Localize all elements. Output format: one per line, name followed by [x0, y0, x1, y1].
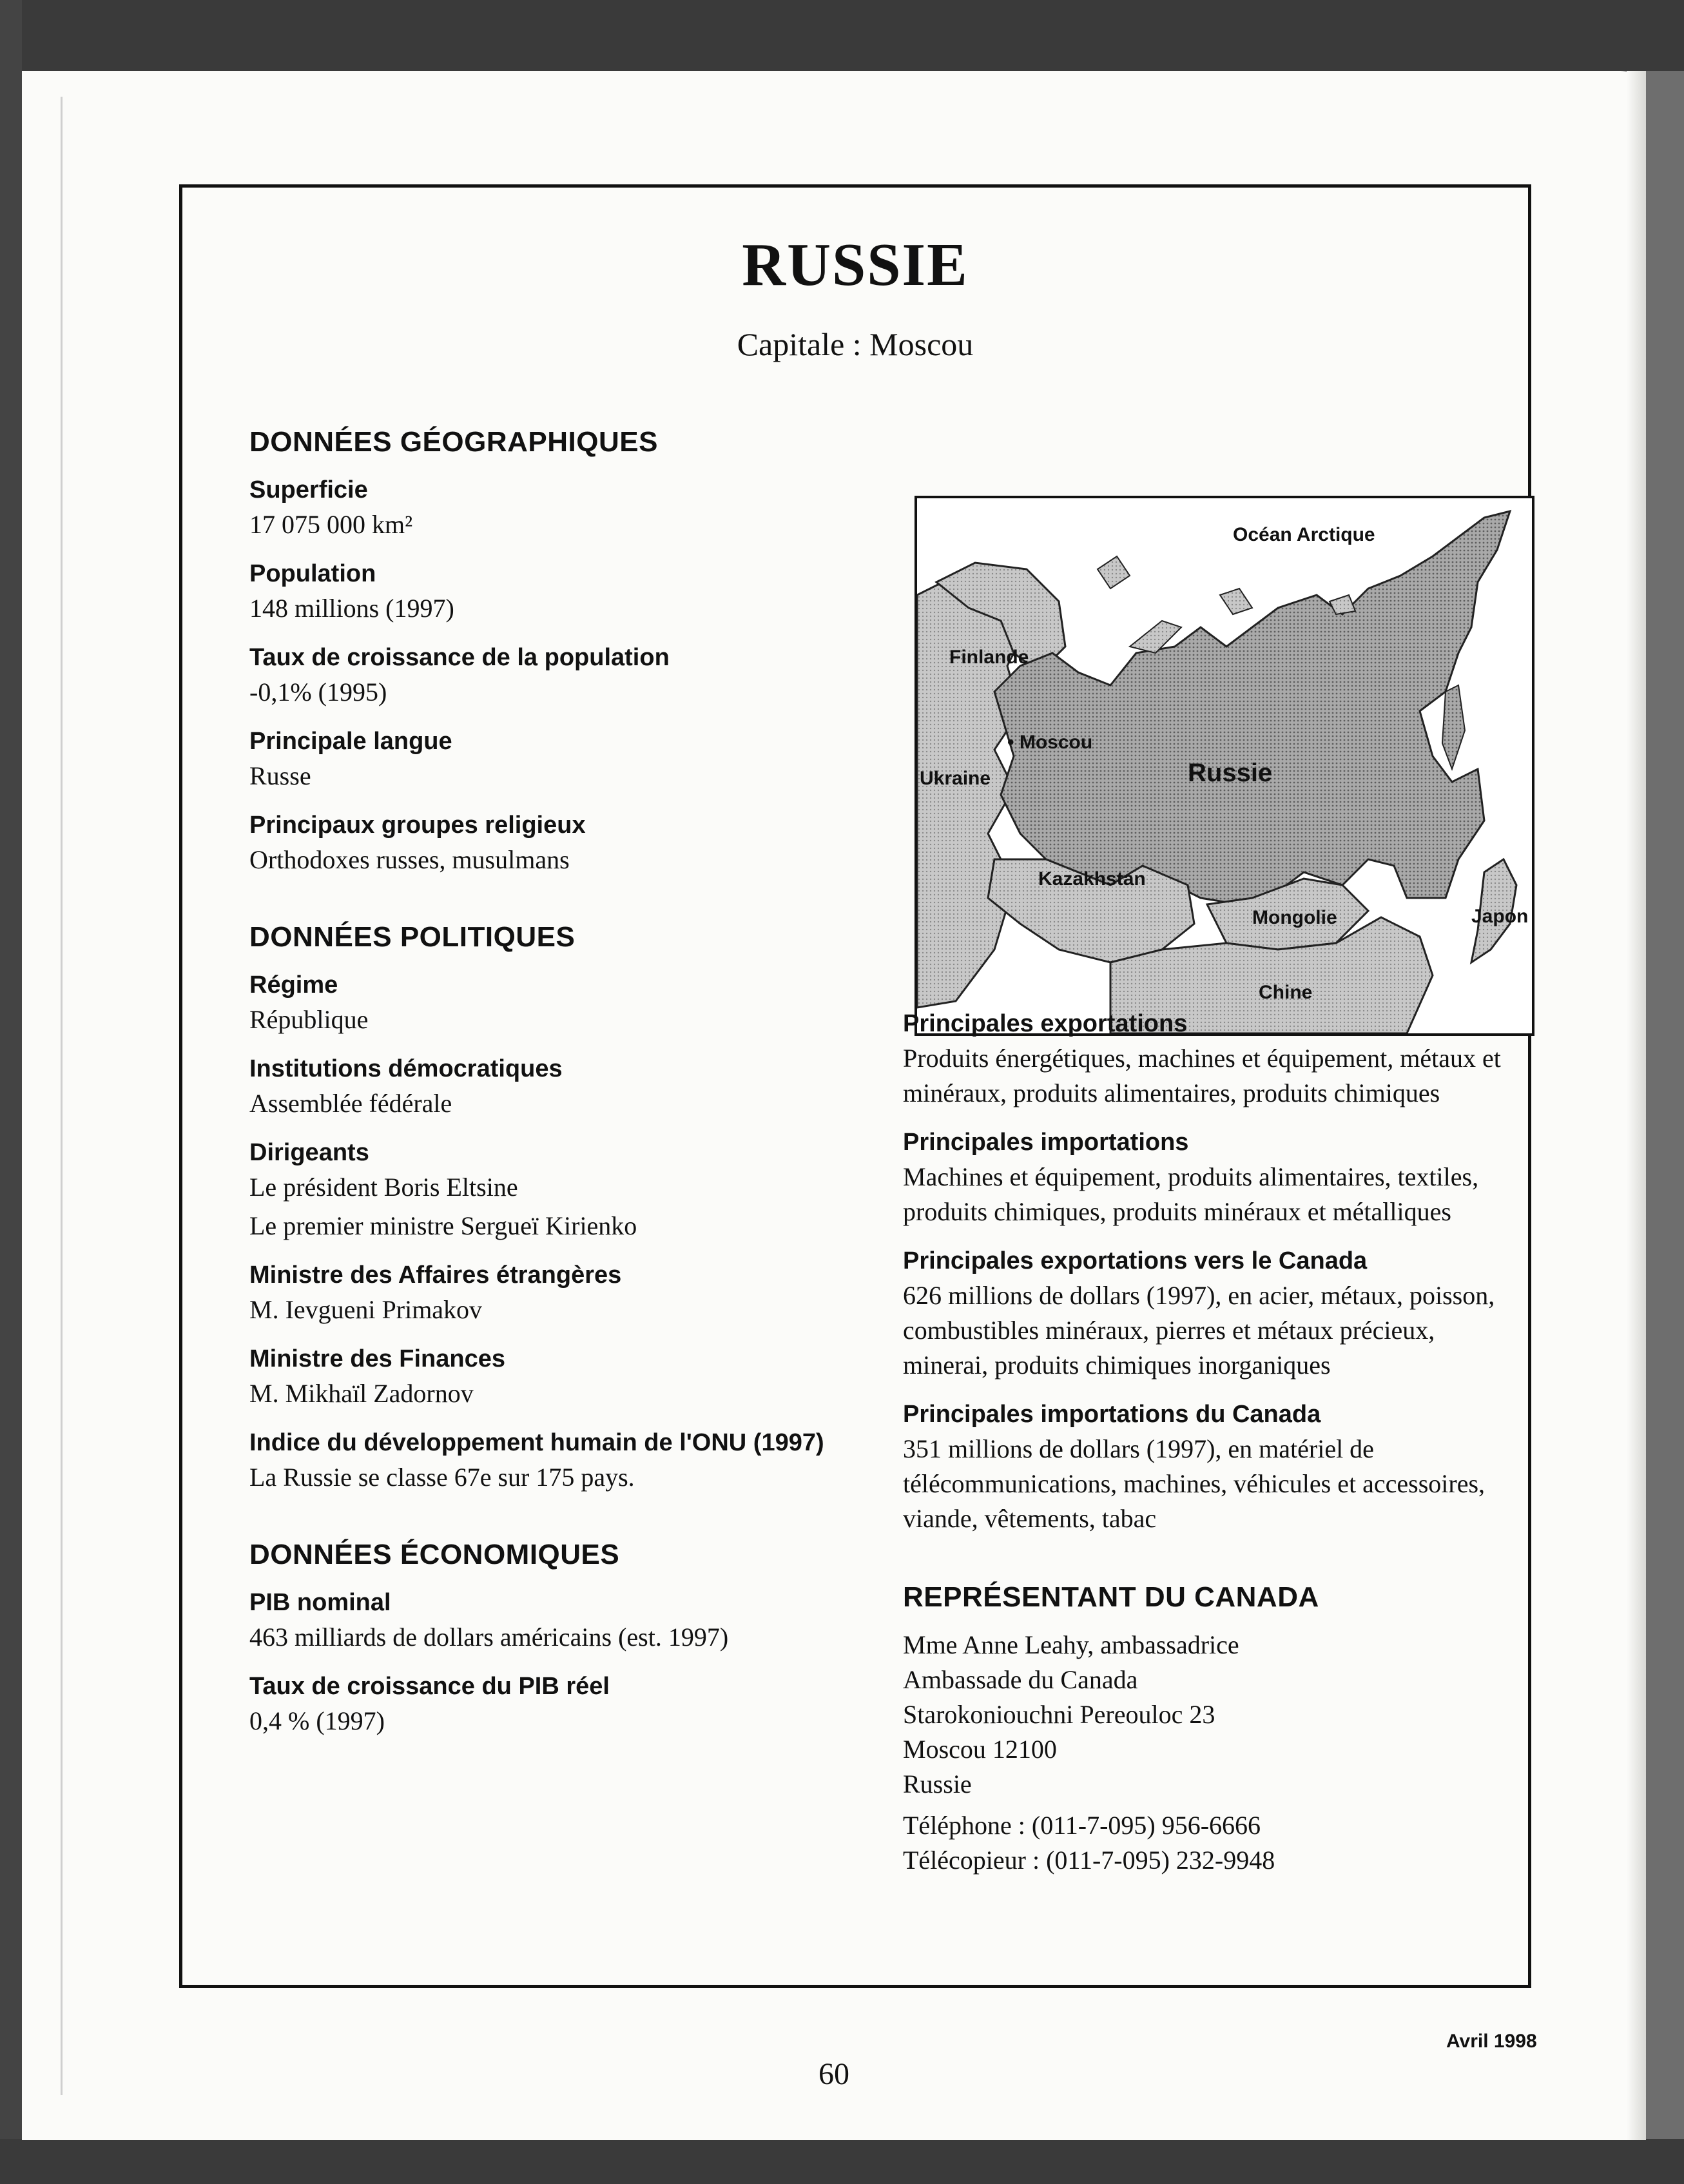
map-label-kazakhstan: Kazakhstan [1038, 868, 1146, 890]
map-island-1 [1098, 556, 1130, 589]
russia-map [915, 496, 1534, 1036]
map-russia [994, 511, 1510, 904]
item-value: 17 075 000 km² [249, 510, 413, 539]
item-label: Population [249, 560, 376, 587]
item-label: Principales exportations vers le Canada [903, 1247, 1368, 1274]
map-label-ukraine: Ukraine [920, 768, 991, 789]
item-label: Ministre des Affaires étrangères [249, 1262, 622, 1289]
map-label-china: Chine [1259, 982, 1313, 1003]
footer-date: Avril 1998 [1446, 2031, 1537, 2052]
scan-edge-top [0, 0, 1684, 71]
map-sakhalin [1442, 685, 1465, 769]
address-line: Russie [903, 1770, 972, 1799]
page-title: RUSSIE [742, 231, 969, 298]
item-label: Institutions démocratiques [249, 1055, 563, 1082]
address-line: Ambassade du Canada [903, 1665, 1138, 1694]
map-label-russia: Russie [1188, 759, 1273, 787]
item-label: Dirigeants [249, 1139, 369, 1166]
item-label: PIB nominal [249, 1589, 391, 1616]
item-label: Principales exportations [903, 1010, 1188, 1037]
item-value: 626 millions de dollars (1997), en acier, métaux, poisson, combustibles minéraux, pierres et métaux précieux, minerai, produits chimiques inorganiques [903, 1281, 1495, 1380]
item-label: Régime [249, 971, 338, 999]
item-value: 351 millions de dollars (1997), en matériel de télécommunications, machines, véhicules et accessoires, viande, vêtements, tabac [903, 1434, 1486, 1533]
item-label: Principales importations du Canada [903, 1401, 1321, 1428]
politics-heading: DONNÉES POLITIQUES [249, 921, 576, 953]
binding-line [61, 97, 63, 2095]
page-number: 60 [818, 2057, 849, 2091]
representative-address [903, 1628, 1509, 1878]
item-value: Russe [249, 761, 311, 790]
item-value: La Russie se classe 67e sur 175 pays. [249, 1463, 635, 1492]
item-label: Taux de croissance de la population [249, 644, 670, 671]
item-value: Le président Boris Eltsine [249, 1173, 518, 1202]
item-label: Superficie [249, 476, 368, 503]
economy-heading: DONNÉES ÉCONOMIQUES [249, 1539, 620, 1570]
fax-line: Télécopieur : (011-7-095) 232-9948 [903, 1846, 1275, 1875]
item-value: 463 milliards de dollars américains (est. 1997) [249, 1623, 729, 1652]
pol-item-hdi [249, 1425, 868, 1495]
capital-line: Capitale : Moscou [737, 326, 974, 362]
geo-item-language [249, 724, 868, 794]
geo-item-religion [249, 808, 868, 877]
map-label-japan: Japon [1471, 906, 1529, 927]
item-label: Indice du développement humain de l'ONU (1997) [249, 1429, 824, 1456]
pol-item-regime [249, 968, 868, 1037]
left-column [249, 426, 868, 1753]
item-value: Assemblée fédérale [249, 1089, 452, 1118]
item-value: Orthodoxes russes, musulmans [249, 845, 570, 874]
map-label-arctic: Océan Arctique [1233, 524, 1375, 545]
address-line: Starokoniouchni Pereouloc 23 [903, 1700, 1215, 1729]
geo-item-growth [249, 640, 868, 710]
item-value: Le premier ministre Sergueï Kirienko [249, 1211, 637, 1240]
address-line: Moscou 12100 [903, 1735, 1057, 1764]
right-column [903, 1006, 1509, 1878]
item-value: 148 millions (1997) [249, 594, 454, 623]
item-label: Principales importations [903, 1129, 1189, 1156]
representative-heading: REPRÉSENTANT DU CANADA [903, 1581, 1319, 1613]
map-island-3 [1220, 589, 1252, 614]
scan-edge-left [0, 0, 22, 2184]
scan-edge-bottom [0, 2139, 1684, 2184]
geo-item-area [249, 473, 868, 542]
map-label-mongolia: Mongolie [1252, 907, 1337, 928]
geo-heading: DONNÉES GÉOGRAPHIQUES [249, 426, 658, 458]
eco-item-gdp-growth [249, 1669, 868, 1739]
item-value: 0,4 % (1997) [249, 1706, 385, 1735]
eco-item-imports-canada [903, 1397, 1509, 1536]
item-value: M. Ievgueni Primakov [249, 1295, 483, 1324]
address-line: Mme Anne Leahy, ambassadrice [903, 1630, 1239, 1659]
pol-item-leaders [249, 1135, 868, 1243]
eco-item-exports-canada [903, 1243, 1509, 1383]
item-value: République [249, 1005, 369, 1034]
page-crease [1627, 71, 1646, 2140]
pol-item-foreign-minister [249, 1258, 868, 1327]
item-label: Principale langue [249, 728, 452, 755]
item-value: Produits énergétiques, machines et équipement, métaux et minéraux, produits alimentaires, produits chimiques [903, 1044, 1501, 1107]
item-label: Taux de croissance du PIB réel [249, 1673, 610, 1700]
item-value: -0,1% (1995) [249, 678, 387, 707]
phone-line: Téléphone : (011-7-095) 956-6666 [903, 1811, 1261, 1840]
item-value: M. Mikhaïl Zadornov [249, 1379, 474, 1408]
map-label-finland: Finlande [949, 647, 1029, 668]
eco-item-imports [903, 1125, 1509, 1229]
pol-item-institutions [249, 1051, 868, 1121]
pol-item-finance-minister [249, 1341, 868, 1411]
map-label-moscow: • Moscou [1007, 732, 1093, 753]
content-frame [179, 184, 1531, 1988]
page [22, 71, 1646, 2140]
item-value: Machines et équipement, produits alimentaires, textiles, produits chimiques, produits minéraux et métalliques [903, 1162, 1479, 1226]
item-label: Principaux groupes religieux [249, 812, 586, 839]
eco-item-gdp [249, 1585, 868, 1655]
eco-item-exports [903, 1006, 1509, 1111]
item-label: Ministre des Finances [249, 1345, 506, 1372]
geo-item-population [249, 556, 868, 626]
